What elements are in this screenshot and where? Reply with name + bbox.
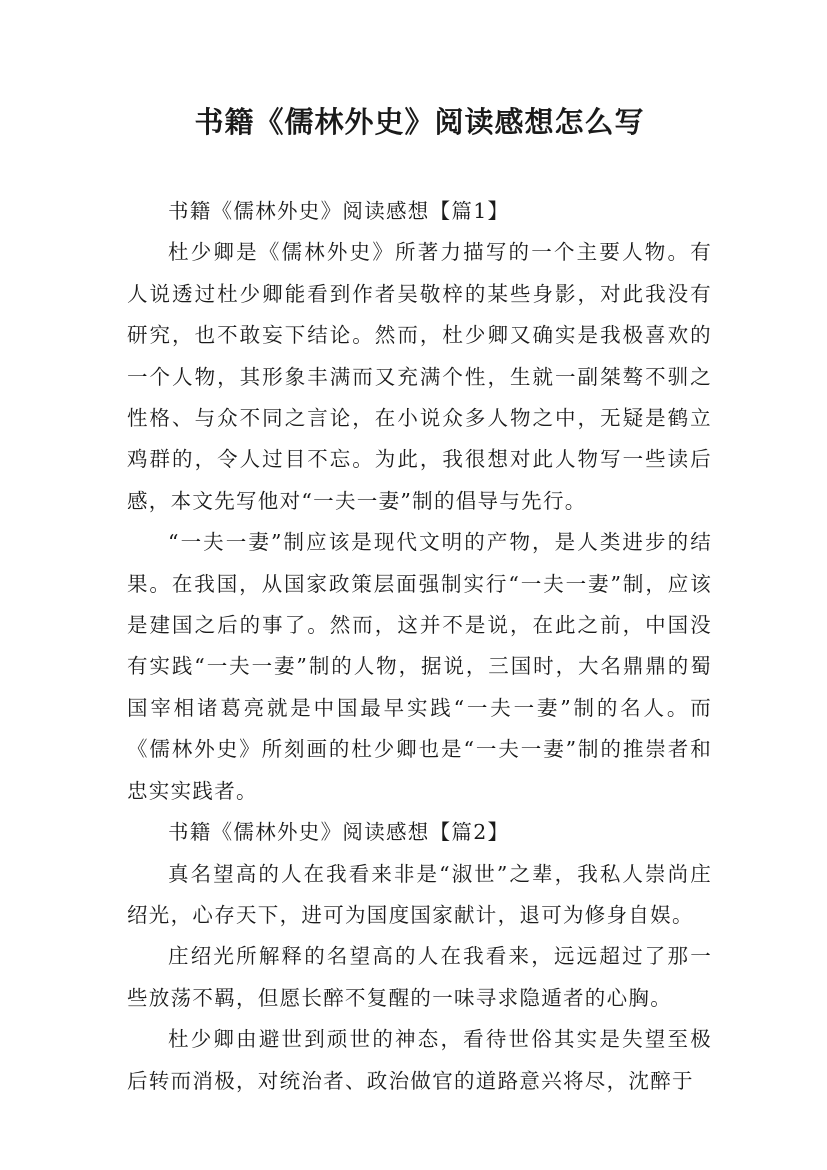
document-body: [127, 191, 712, 1102]
section-heading-1: 书籍《儒林外史》阅读感想【篇1】: [168, 199, 510, 223]
paragraph: 杜少卿是《儒林外史》所著力描写的一个主要人物。有人说透过杜少卿能看到作者吴敬梓的某些身影，对此我没有研究，也不敢妄下结论。然而，杜少卿又确实是我极喜欢的一个人物，其形象丰满而又充满个性，生就一副桀骜不驯之性格、与众不同之言论，在小说众多人物之中，无疑是鹤立鸡群的，令人过目不忘。为此，我很想对此人物写一些读后感，本文先写他对“一夫一妻”制的倡导与先行。: [127, 240, 712, 513]
paragraph: 杜少卿由避世到顽世的神态，看待世俗其实是失望至极后转而消极，对统治者、政治做官的道路意兴将尽，沈醉于: [127, 1027, 712, 1093]
paragraph: 庄绍光所解释的名望高的人在我看来，远远超过了那一些放荡不羁，但愿长醉不复醒的一味寻求隐遁者的心胸。: [127, 944, 712, 1010]
paragraph: 真名望高的人在我看来非是“淑世”之辈，我私人崇尚庄绍光，心存天下，进可为国度国家献计，退可为修身自娱。: [127, 861, 712, 927]
paragraph: “一夫一妻”制应该是现代文明的产物，是人类进步的结果。在我国，从国家政策层面强制实行“一夫一妻”制，应该是建国之后的事了。然而，这并不是说，在此之前，中国没有实践“一夫一妻”制的人物，据说，三国时，大名鼎鼎的蜀国宰相诸葛亮就是中国最早实践“一夫一妻”制的名人。而《儒林外史》所刻画的杜少卿也是“一夫一妻”制的推崇者和忠实实践者。: [127, 530, 712, 803]
page-title: 书籍《儒林外史》阅读感想怎么写: [194, 105, 645, 139]
section-heading-2: 书籍《儒林外史》阅读感想【篇2】: [168, 820, 510, 845]
